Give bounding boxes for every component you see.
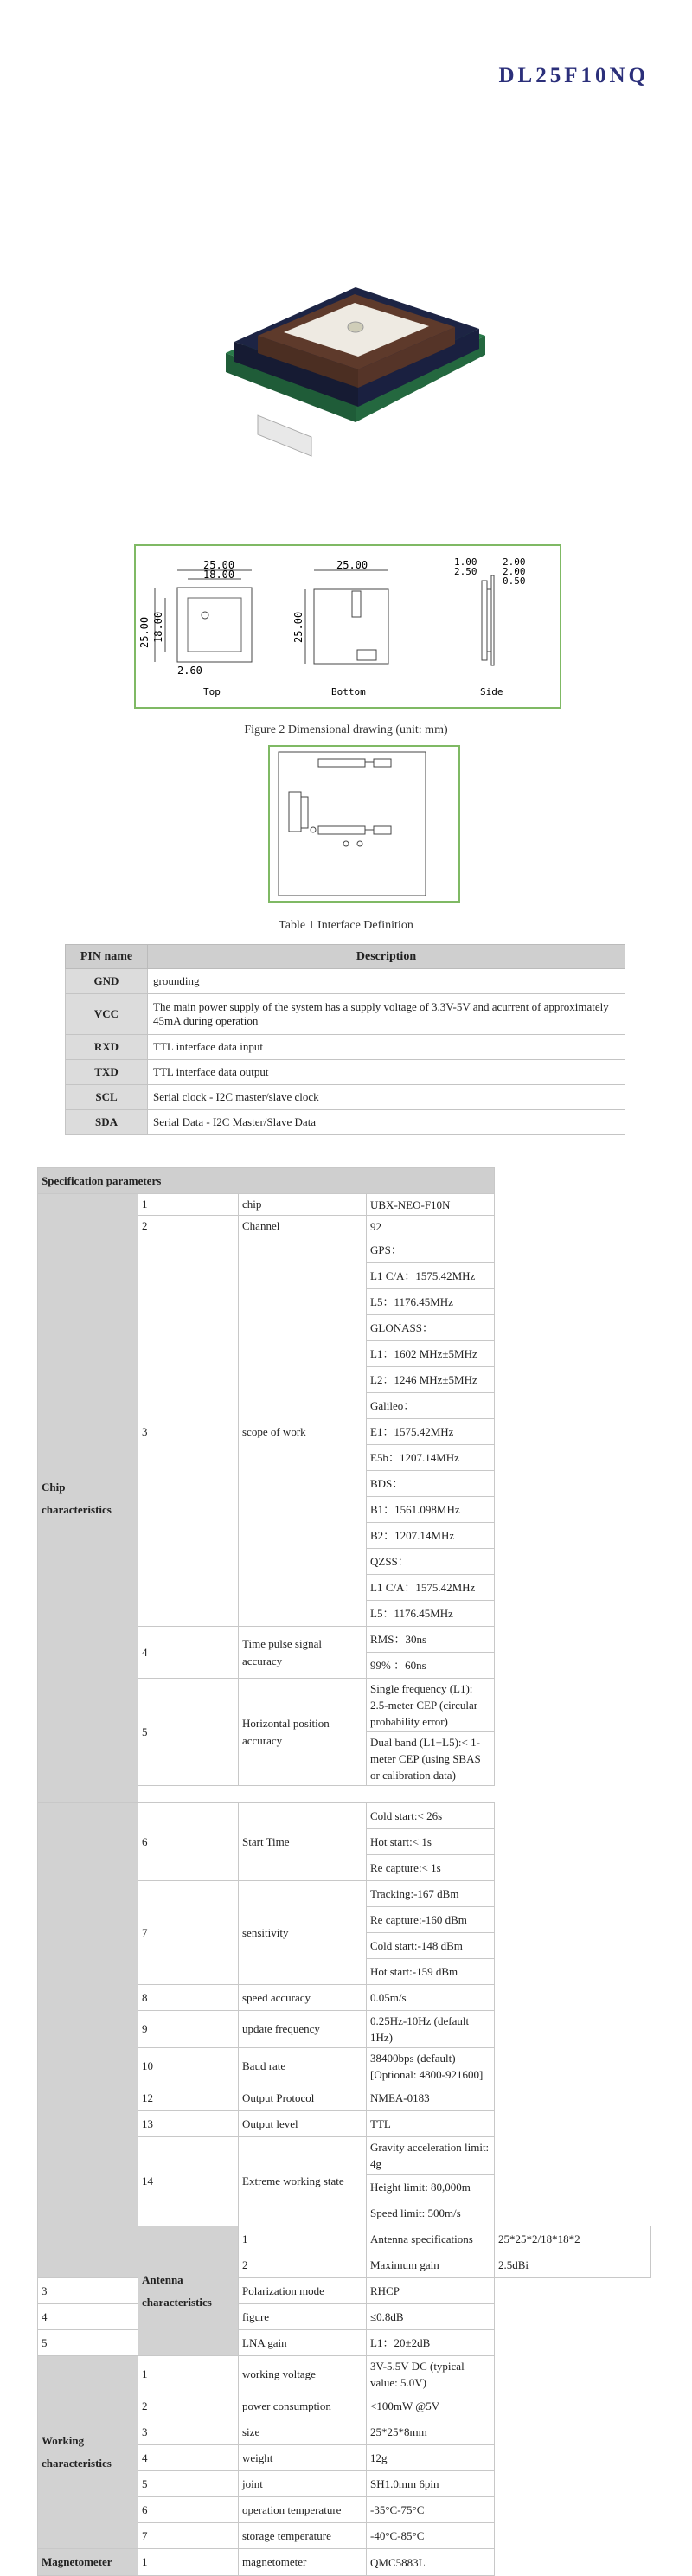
view-label-side: Side [480, 686, 503, 697]
pin-description: Serial clock - I2C master/slave clock [148, 1085, 625, 1110]
figure2-caption: Figure 2 Dimensional drawing (unit: mm) [244, 723, 448, 736]
table-row: 5 LNA gain L1：20±2dB [38, 2330, 651, 2356]
table-row: 13 Output level TTL [38, 2111, 651, 2137]
group-chip: Chip characteristics [38, 1194, 138, 1803]
table-row: Magnetometer 1 magnetometer QMC5883L [38, 2549, 651, 2576]
table-row: 7 sensitivity Tracking:-167 dBm [38, 1881, 651, 1907]
dim-side-c: 2.00 [503, 556, 526, 568]
table-row [66, 1035, 625, 1060]
table-row: 3 Polarization mode RHCP [38, 2278, 651, 2304]
table-row: 10 Baud rate 38400bps (default) [Optional: 4800-921600] [38, 2048, 651, 2085]
pin-name: SDA [66, 1110, 148, 1135]
pin-name: VCC [66, 994, 148, 1035]
table-row [66, 969, 625, 994]
pin-name-header: PIN name [66, 945, 148, 969]
description-header: Description [148, 945, 625, 969]
dim-top-offset: 2.60 [177, 665, 202, 677]
group-antenna: Antenna characteristics [138, 2226, 239, 2356]
dim-bottom-height: 25.00 [292, 611, 304, 643]
interface-definition-table [65, 944, 625, 1135]
dim-top-inner-width: 18.00 [203, 569, 235, 581]
table-row [66, 1085, 625, 1110]
dimensional-drawing [134, 544, 561, 709]
pin-name: RXD [66, 1035, 148, 1060]
pin-layout-drawing [268, 745, 460, 903]
table-row: 14 Extreme working state Gravity acceleration limit: 4g [38, 2137, 651, 2175]
spec-header: Specification parameters [38, 1168, 495, 1194]
dim-side-b: 2.50 [454, 566, 477, 577]
table-row: 12 Output Protocol NMEA-0183 [38, 2085, 651, 2111]
table-row: 8 speed accuracy 0.05m/s [38, 1985, 651, 2011]
pin-name: TXD [66, 1060, 148, 1085]
dim-top-inner-height: 18.00 [152, 611, 164, 643]
table-row [66, 1060, 625, 1085]
table-row: 2 Maximum gain 2.5dBi [38, 2252, 651, 2278]
group-working: Working characteristics [38, 2356, 138, 2549]
product-photo [204, 286, 490, 459]
table-row: 4 weight 12g [38, 2445, 651, 2471]
pin-description: Serial Data - I2C Master/Slave Data [148, 1110, 625, 1135]
table-row: 7 storage temperature -40°C-85°C [38, 2523, 651, 2549]
table-row: 2 Channel 92 [38, 1216, 651, 1237]
table1-caption: Table 1 Interface Definition [279, 919, 413, 932]
table-row: 3 size 25*25*8mm [38, 2419, 651, 2445]
table-row: 4 figure ≤0.8dB [38, 2304, 651, 2330]
table-row: Chip characteristics 1 chip UBX-NEO-F10N [38, 1194, 651, 1216]
table-row [66, 1110, 625, 1135]
group-magnetometer: Magnetometer [38, 2549, 138, 2576]
specification-table: Specification parameters Chip characteristics 1 chip UBX-NEO-F10N 2 Channel 92 3 scope of work GPS： L1 C/A：1575.42MHz L5：1176.45MHz GLONASS： L1：1602 MHz±5MHz L2：1246 MHz±5MHz Galileo： E1：1575.42MHz E5b：1207.14MHz BDS： B1：1561.098MHz B2：1207.14MHz QZSS： L1 C/A：1575.42MHz L5：1176.45MHz 4 Time pulse signal accuracy RMS：30ns 99% ：60ns 5 Horizontal position accuracy Single frequency (L1): 2.5-meter CEP (circular probability error) Dual band (L1+L5):< 1-meter CEP (using SBAS or calibration data) 6 Start Time Cold start:< 26s Hot start:< 1s Re capture:< 1s 7 sensitivity Tracking:-167 dBm Re capture:-160 dBm Cold start:-148 dBm Hot start:-159 dBm 8 speed accuracy 0.05m/s 9 update frequency 0.25Hz-10Hz (default 1Hz) 10 Baud rate 38400bps (default) [Optional: 4800-921600] 12 Output Protocol NMEA-0183 13 Output level TTL 14 Extreme working state Gravity acceleration limit: 4g Height limit: 80,000m Speed limit: 500m/s Antenna characteristics 1 Antenna specifications 25*25*2/18*18*2 2 Maximum gain 2.5dBi 3 Polarization mode RHCP 4 figure ≤0.8dB 5 LNA gain L1：20±2dB Working characteristics 1 working voltage 3V-5.5V DC (typical value: 5.0V) 2 power consumption <100mW @5V 3 size 25*25*8mm 4 weight 12g 5 joint SH1.0mm 6pin 6 operation temperature -35°C-75°C 7 storage temperature -40°C-85°C Magnetometer 1 magnetometer QMC5883L [37, 1167, 651, 2576]
pin-name: GND [66, 969, 148, 994]
dim-bottom-width: 25.00 [336, 559, 368, 571]
dim-side-e: 0.50 [503, 575, 526, 587]
table-row: 9 update frequency 0.25Hz-10Hz (default 1Hz) [38, 2011, 651, 2048]
table-row [66, 994, 625, 1035]
table-row: Working characteristics 1 working voltage 3V-5.5V DC (typical value: 5.0V) [38, 2356, 651, 2393]
dim-top-width: 25.00 [203, 559, 235, 571]
view-label-bottom: Bottom [331, 686, 366, 697]
pin-description: The main power supply of the system has a supply voltage of 3.3V-5V and acurrent of approximately 45mA during operation [148, 994, 625, 1035]
table-row: 4 Time pulse signal accuracy RMS：30ns [38, 1627, 651, 1653]
view-label-top: Top [203, 686, 221, 697]
table-row: 3 scope of work GPS： [38, 1237, 651, 1263]
dim-side-a: 1.00 [454, 556, 477, 568]
dim-side-d: 2.00 [503, 566, 526, 577]
table-row: 5 joint SH1.0mm 6pin [38, 2471, 651, 2497]
table-row: 6 operation temperature -35°C-75°C [38, 2497, 651, 2523]
table-row: 6 Start Time Cold start:< 26s [38, 1803, 651, 1829]
pin-description: grounding [148, 969, 625, 994]
table-row: 5 Horizontal position accuracy Single frequency (L1): 2.5-meter CEP (circular probability error) [38, 1679, 651, 1732]
table-row: Antenna characteristics 1 Antenna specifications 25*25*2/18*18*2 [38, 2226, 651, 2252]
table-row: 2 power consumption <100mW @5V [38, 2393, 651, 2419]
pin-description: TTL interface data input [148, 1035, 625, 1060]
pin-description: TTL interface data output [148, 1060, 625, 1085]
dim-top-height: 25.00 [138, 616, 151, 648]
document-title: DL25F10NQ [498, 64, 649, 87]
pin-name: SCL [66, 1085, 148, 1110]
